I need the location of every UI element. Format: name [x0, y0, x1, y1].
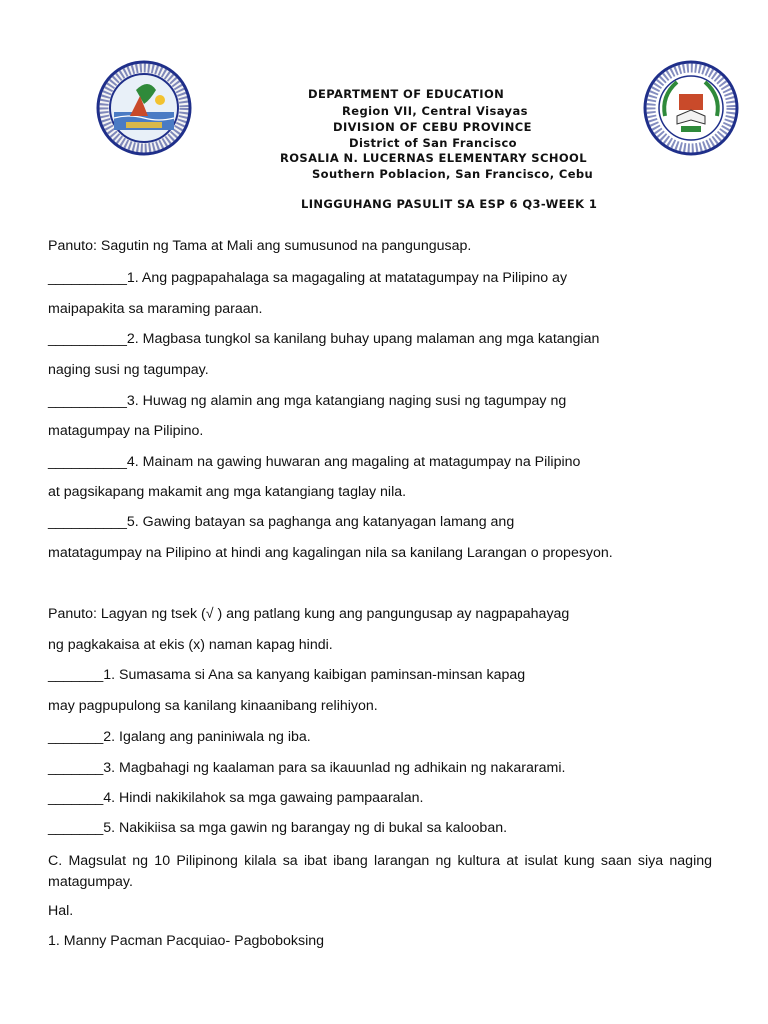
section-a-item-2-line1: __________2. Magbasa tungkol sa kanilang buhay upang malaman ang mga katangian — [48, 331, 600, 347]
section-b-item-2: _______2. Igalang ang paniniwala ng iba. — [48, 729, 311, 745]
cebu-province-seal-icon — [96, 60, 192, 156]
district-name: District of San Francisco — [349, 136, 517, 150]
section-b-item-1-line2: may pagpupulong sa kanilang kinaanibang relihiyon. — [48, 698, 378, 714]
section-b-item-5: _______5. Nakikiisa sa mga gawin ng barangay ng di bukal sa kalooban. — [48, 820, 508, 836]
section-a-item-5-line1: __________5. Gawing batayan sa paghanga ang katanyagan lamang ang — [48, 514, 515, 530]
section-a-item-1-line1: __________1. Ang pagpapahalaga sa magagaling at matatagumpay na Pilipino ay — [48, 270, 568, 286]
section-b-item-3: _______3. Magbahagi ng kaalaman para sa ikauunlad ng adhikain ng nakararami. — [48, 760, 566, 776]
section-b-item-4: _______4. Hindi nakikilahok sa mga gawaing pampaaralan. — [48, 790, 424, 806]
section-a-item-4-line1: __________4. Mainam na gawing huwaran ang magaling at matagumpay na Pilipino — [48, 454, 581, 470]
department-name: DEPARTMENT OF EDUCATION — [308, 87, 505, 101]
school-name: ROSALIA N. LUCERNAS ELEMENTARY SCHOOL — [280, 151, 587, 165]
section-a-instruction: Panuto: Sagutin ng Tama at Mali ang sumusunod na pangungusap. — [48, 238, 472, 254]
section-a-item-4-line2: at pagsikapang makamit ang mga katangiang taglay nila. — [48, 484, 407, 500]
section-a-item-3-line2: matagumpay na Pilipino. — [48, 423, 204, 439]
quiz-title: LINGGUHANG PASULIT SA ESP 6 Q3-WEEK 1 — [301, 197, 598, 211]
section-a-item-3-line1: __________3. Huwag ng alamin ang mga katangiang naging susi ng tagumpay ng — [48, 393, 567, 409]
section-c-example: 1. Manny Pacman Pacquiao- Pagboboksing — [48, 933, 325, 949]
section-c-instruction: C. Magsulat ng 10 Pilipinong kilala sa ibat ibang larangan ng kultura at isulat kung saan siya naging matagumpay. — [48, 853, 712, 890]
section-b-item-1-line1: _______1. Sumasama si Ana sa kanyang kaibigan paminsan-minsan kapag — [48, 667, 526, 683]
school-address: Southern Poblacion, San Francisco, Cebu — [312, 167, 594, 181]
section-a-item-5-line2: matatagumpay na Pilipino at hindi ang kagalingan nila sa kanilang Larangan o propesyon. — [48, 545, 613, 561]
division-name: DIVISION OF CEBU PROVINCE — [333, 120, 532, 134]
section-c-example-label: Hal. — [48, 903, 74, 919]
section-a-item-1-line2: maipapakita sa maraming paraan. — [48, 301, 263, 317]
region-name: Region VII, Central Visayas — [342, 104, 528, 118]
section-b-instruction-line2: ng pagkakaisa at ekis (x) naman kapag hindi. — [48, 637, 333, 653]
section-b-instruction-line1: Panuto: Lagyan ng tsek (√ ) ang patlang kung ang pangungusap ay nagpapahayag — [48, 606, 570, 622]
section-a-item-2-line2: naging susi ng tagumpay. — [48, 362, 209, 378]
school-seal-icon — [643, 60, 739, 156]
